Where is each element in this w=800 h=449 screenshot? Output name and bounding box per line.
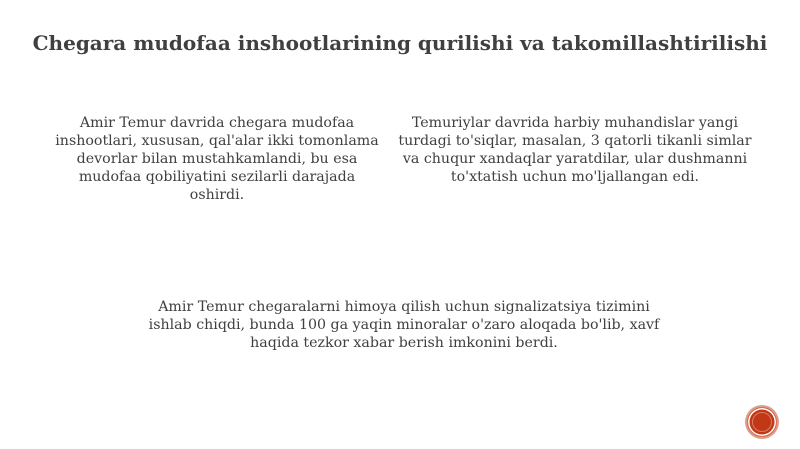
paragraph-right: Temuriylar davrida harbiy muhandislar yangi turdagi to'siqlar, masalan, 3 qatorli tikanli simlar va chuqur xandaqlar yaratdilar, ular dushmanni to'xtatish uchun mo'ljallangan edi. <box>398 115 752 185</box>
circle-button-icon[interactable] <box>747 407 777 437</box>
slide-title: Chegara mudofaa inshootlarining qurilishi va takomillashtirilishi <box>32 31 768 55</box>
paragraph-left: Amir Temur davrida chegara mudofaa inshootlari, xususan, qal'alar ikki tomonlama devorlar bilan mustahkamlandi, bu esa mudofaa qobiliyatini sezilarli darajada oshirdi. <box>55 115 379 203</box>
paragraph-bottom: Amir Temur chegaralarni himoya qilish uchun signalizatsiya tizimini ishlab chiqdi, bunda 100 ga yaqin minoralar o'zaro aloqada bo'lib, xavf haqida tezkor xabar berish imkonini berdi. <box>148 299 660 351</box>
button-ring <box>752 412 772 432</box>
